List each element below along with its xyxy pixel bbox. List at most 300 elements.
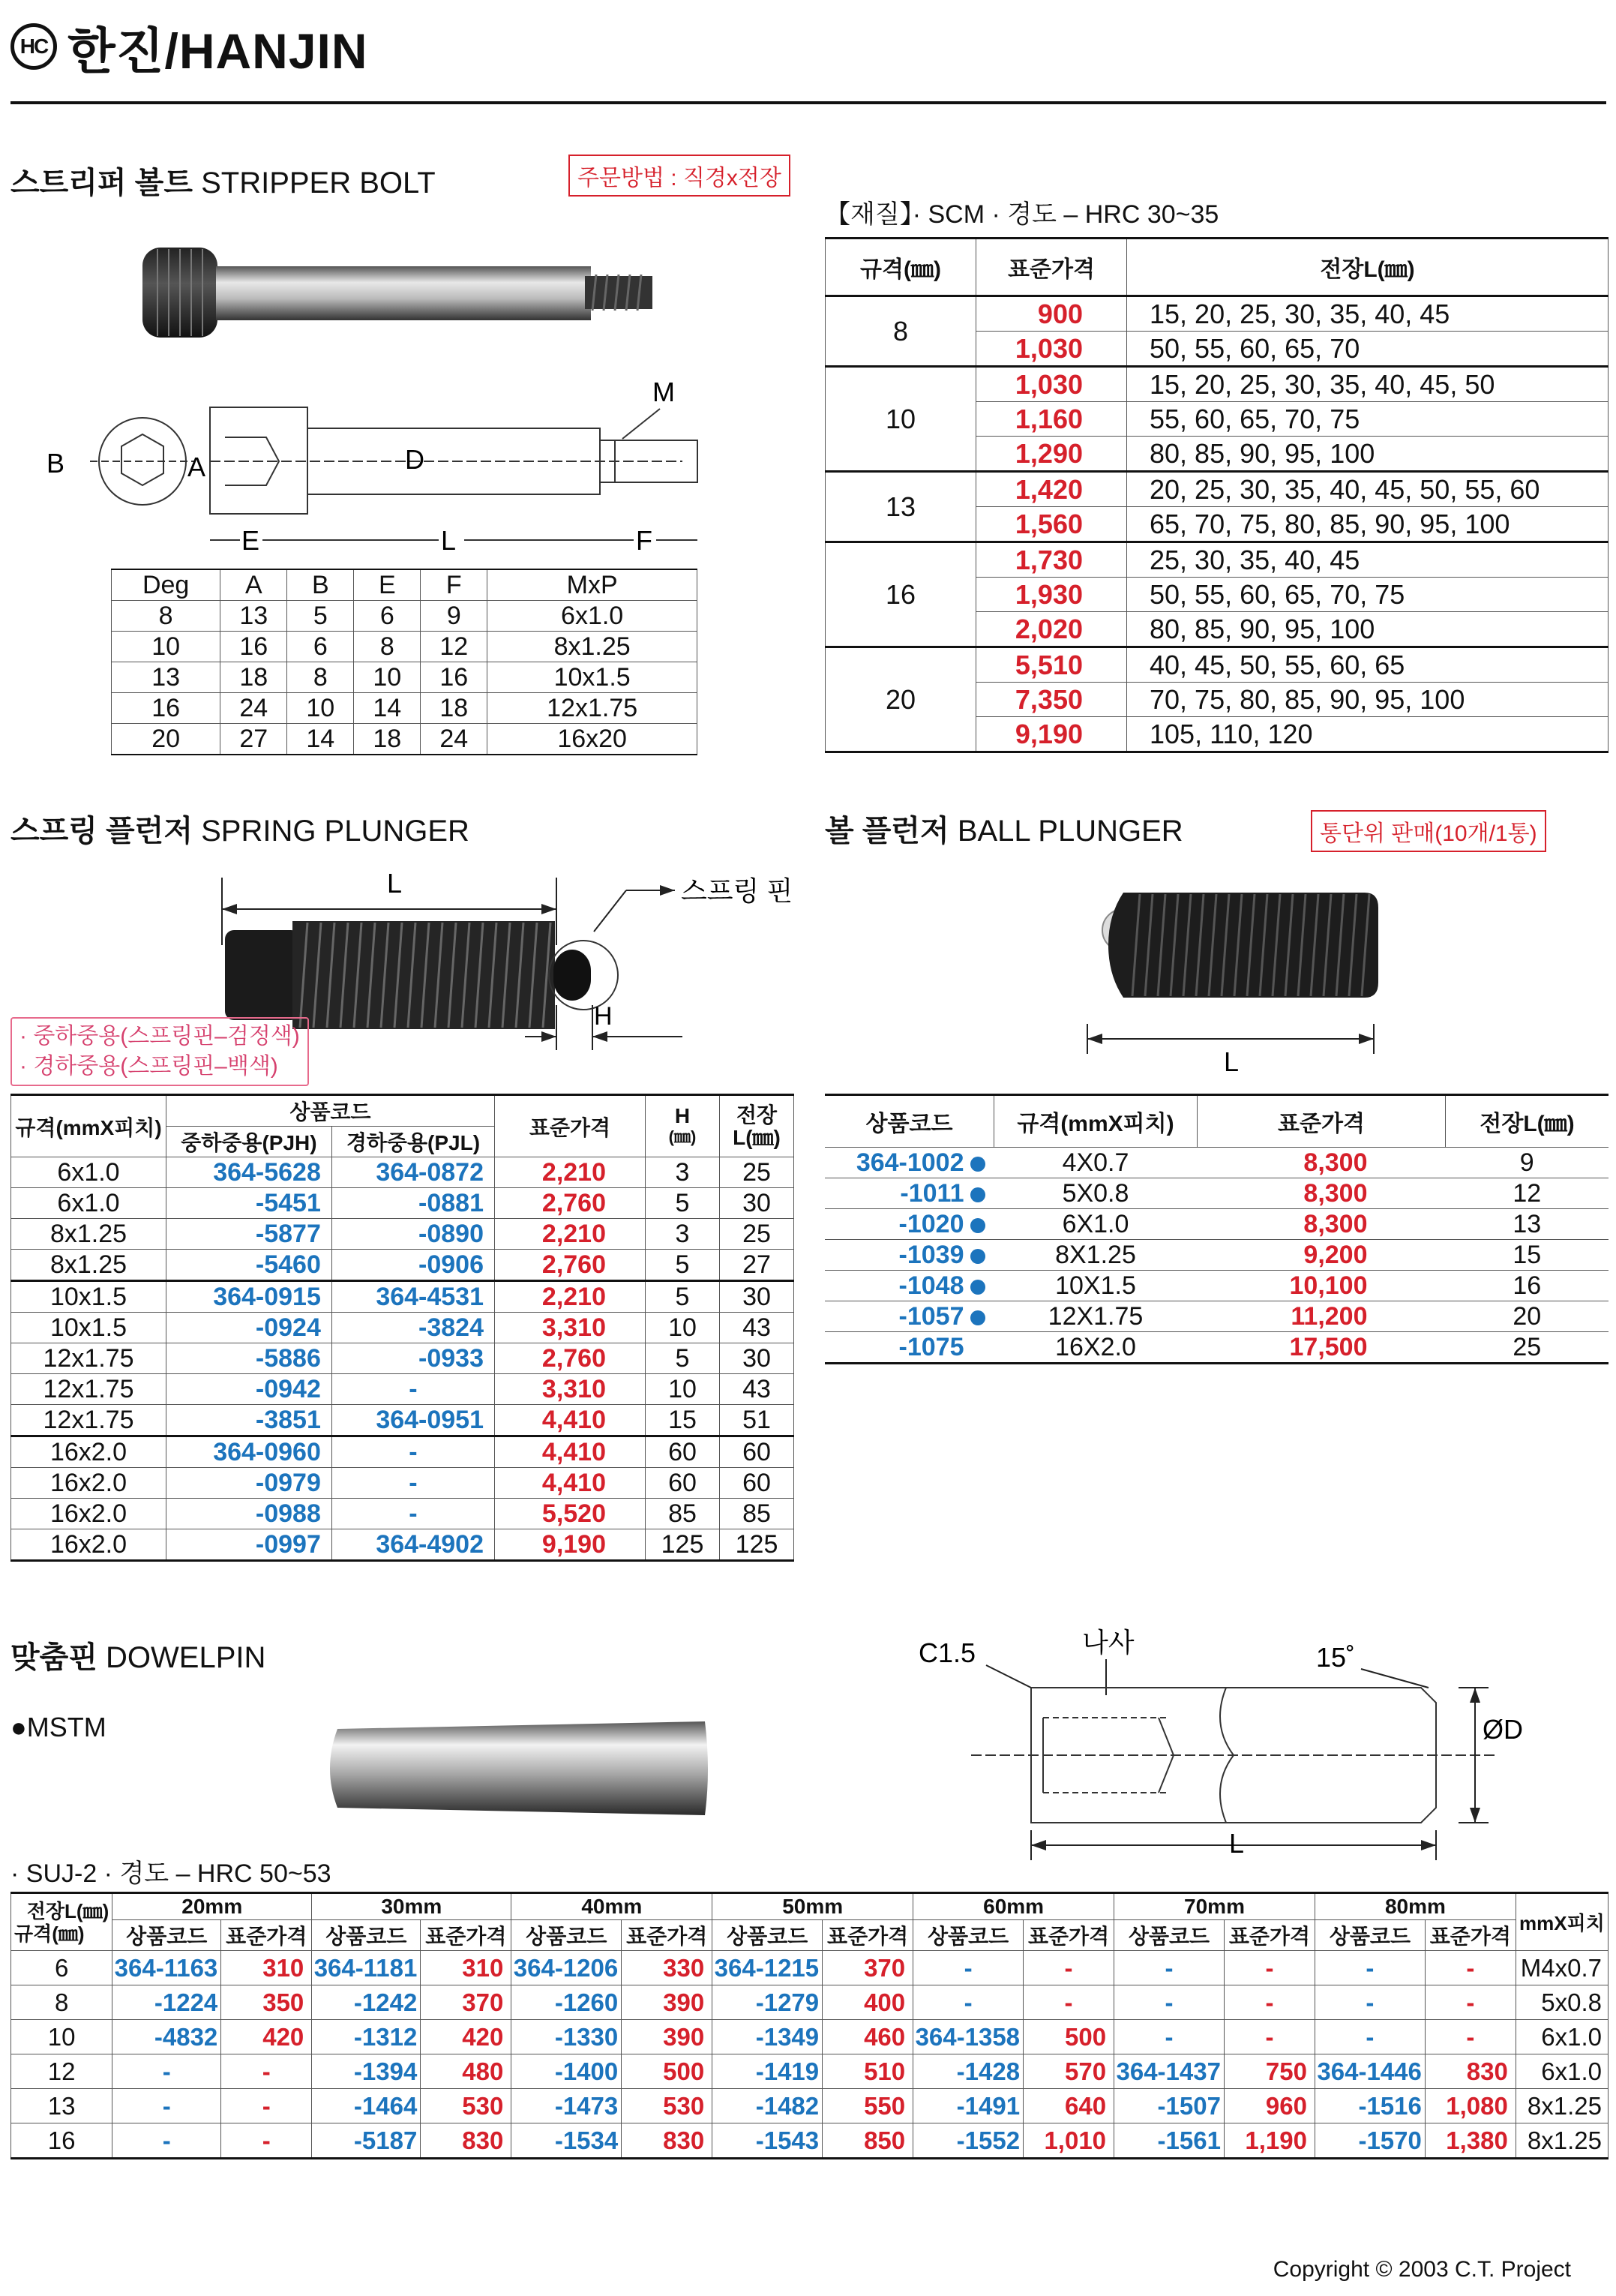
dim-cell: 8 [354,632,421,662]
scm-header-size: 규격(㎜) [826,239,976,296]
sp-cell: -5460 [166,1250,332,1281]
dw-code-header: 상품코드 [112,1920,221,1951]
dw-code-header: 상품코드 [712,1920,823,1951]
dw-price-header: 표준가격 [823,1920,913,1951]
dw-corner-size: 규격(㎜) [14,1922,85,1945]
sp-cell: 2,760 [495,1250,646,1281]
sp-cell: 60 [646,1468,720,1499]
diagram-label-f: F [636,525,652,556]
sp-cell: -5451 [166,1188,332,1219]
dim-header: Deg [112,569,220,601]
sp-cell: 364-4531 [331,1281,494,1313]
sp-cell: 16x2.0 [11,1436,166,1468]
dw-price-cell: 370 [823,1951,913,1985]
scm-header-length: 전장L(㎜) [1127,239,1609,296]
scm-row [826,472,1609,507]
sp-header-code: 상품코드 [166,1095,495,1127]
sp-cell: - [331,1374,494,1405]
ball-title-ko: 볼 플런저 [825,815,949,848]
dim-cell: 24 [220,693,287,724]
dw-code-header: 상품코드 [1315,1920,1425,1951]
dw-code-cell: -1349 [712,2020,823,2054]
dowel-label-c15: C1.5 [919,1637,976,1668]
sp-cell: 125 [720,1529,794,1561]
sp-row [11,1405,794,1436]
bp-price-cell: 17,500 [1198,1332,1446,1364]
sp-cell: 30 [720,1281,794,1313]
dim-header-row [112,569,697,601]
bp-header-size: 규격(mmX피치) [994,1095,1198,1148]
dw-price-header: 표준가격 [1425,1920,1516,1951]
sp-cell: 25 [720,1157,794,1188]
sp-row [11,1250,794,1281]
dim-header: A [220,569,287,601]
bp-row [825,1209,1609,1240]
blue-dot-icon [970,1310,985,1325]
sp-cell: 3,310 [495,1374,646,1405]
dw-code-cell: - [1315,1985,1425,2020]
sp-cell: 60 [720,1468,794,1499]
spring-title-ko: 스프링 플런저 [10,815,193,848]
dw-code-cell: -1482 [712,2089,823,2123]
dowel-pin-diagram [911,1628,1586,1868]
scm-size-cell: 8 [826,296,976,367]
sp-cell: -3824 [331,1313,494,1343]
scm-row [826,542,1609,578]
dim-cell: 12 [421,632,487,662]
dw-row [11,1951,1609,1985]
scm-length-cell: 80, 85, 90, 95, 100 [1127,437,1609,472]
dw-price-cell: 1,080 [1425,2089,1516,2123]
stripper-dimension-table [111,569,697,755]
bp-row [825,1240,1609,1271]
dw-code-cell: - [1315,2020,1425,2054]
sp-cell: -5877 [166,1219,332,1250]
dw-code-cell: -1428 [913,2054,1024,2089]
dw-code-cell: -4832 [112,2020,221,2054]
dim-cell: 8 [287,662,354,693]
bp-price-cell: 11,200 [1198,1301,1446,1332]
diagram-label-b: B [46,448,65,479]
dw-price-cell: 1,010 [1024,2123,1114,2159]
dw-size-cell: 8 [11,1985,112,2020]
dw-price-cell: - [1024,1985,1114,2020]
sp-cell: 85 [646,1499,720,1529]
scm-size-cell: 20 [826,647,976,752]
dw-header-row [11,1893,1609,1920]
sp-cell: 60 [720,1436,794,1468]
sp-cell: 364-4902 [331,1529,494,1561]
dw-code-cell: - [1315,1951,1425,1985]
sp-cell: 16x2.0 [11,1529,166,1561]
bp-length-cell: 9 [1446,1148,1609,1178]
dim-cell: 14 [354,693,421,724]
dw-length-header: 80mm [1315,1893,1516,1920]
bp-length-cell: 13 [1446,1209,1609,1240]
dw-price-cell: 350 [221,1985,312,2020]
spring-title-en: SPRING PLUNGER [201,815,469,848]
bp-size-cell: 8X1.25 [994,1240,1198,1271]
dim-cell: 16 [112,693,220,724]
sp-cell: 364-0872 [331,1157,494,1188]
dim-header: E [354,569,421,601]
dw-size-cell: 13 [11,2089,112,2123]
order-method-badge: 주문방법 : 직경x전장 [568,155,790,197]
sp-cell: 15 [646,1405,720,1436]
sp-cell: -3851 [166,1405,332,1436]
dw-code-cell: - [913,1951,1024,1985]
dw-code-cell: - [112,2089,221,2123]
dw-price-cell: 1,380 [1425,2123,1516,2159]
dim-row [112,724,697,755]
scm-length-cell: 20, 25, 30, 35, 40, 45, 50, 55, 60 [1127,472,1609,507]
sp-cell: -0906 [331,1250,494,1281]
dowel-material-note: · SUJ-2 · 경도 – HRC 50~53 [10,1859,331,1888]
dw-price-cell: 390 [622,2020,712,2054]
dw-code-cell: -1242 [312,1985,421,2020]
sp-cell: - [331,1499,494,1529]
scm-length-cell: 105, 110, 120 [1127,717,1609,752]
dw-code-cell: -1507 [1114,2089,1225,2123]
bp-code-text: -1039 [898,1240,964,1269]
dw-code-cell: -1516 [1315,2089,1425,2123]
bp-row [825,1178,1609,1209]
bp-length-cell: 15 [1446,1240,1609,1271]
dw-code-cell: 364-1163 [112,1951,221,1985]
sp-header-size: 규격(mmX피치) [11,1095,166,1157]
scm-length-cell: 25, 30, 35, 40, 45 [1127,542,1609,578]
dw-price-cell: 480 [421,2054,511,2089]
brand-header [10,17,368,77]
spring-label-pin: 스프링 핀 [681,875,793,906]
sp-cell: 2,760 [495,1188,646,1219]
ball-title [825,807,1183,850]
dw-row [11,2054,1609,2089]
sp-cell: 4,410 [495,1405,646,1436]
diagram-label-l: L [441,525,457,556]
stripper-price-table [825,237,1609,753]
dim-cell: 18 [421,693,487,724]
dw-code-cell: -1400 [511,2054,622,2089]
scm-price-cell: 9,190 [976,717,1127,752]
sp-cell: 5 [646,1188,720,1219]
dowel-title-en: DOWELPIN [106,1641,266,1674]
dw-price-cell: - [1425,1951,1516,1985]
scm-header-price: 표준가격 [976,239,1127,296]
sp-row [11,1188,794,1219]
dw-price-cell: 530 [421,2089,511,2123]
dw-size-cell: 10 [11,2020,112,2054]
dw-price-cell: - [1224,1951,1315,1985]
dw-price-header: 표준가격 [622,1920,712,1951]
scm-size-cell: 13 [826,472,976,542]
dim-cell: 10x1.5 [487,662,697,693]
dw-price-header: 표준가격 [1024,1920,1114,1951]
sp-cell: 2,210 [495,1157,646,1188]
bp-row [825,1271,1609,1301]
sp-header-row [11,1095,794,1127]
dim-row [112,662,697,693]
dowel-subtitle: ●MSTM [10,1712,106,1742]
scm-length-cell: 40, 45, 50, 55, 60, 65 [1127,647,1609,683]
dw-code-cell: 364-1215 [712,1951,823,1985]
bp-code-cell [825,1178,994,1209]
dim-cell: 6 [287,632,354,662]
sp-cell: 3,310 [495,1313,646,1343]
bp-code-cell [825,1332,994,1364]
bp-code-text: -1020 [898,1209,964,1238]
ball-title-en: BALL PLUNGER [957,815,1183,848]
dw-subheader-row [11,1920,1609,1951]
dw-code-cell: -1534 [511,2123,622,2159]
spring-label-h: H [594,1002,613,1031]
bp-header-price: 표준가격 [1198,1095,1446,1148]
dw-price-cell: 310 [221,1951,312,1985]
scm-price-cell: 1,290 [976,437,1127,472]
bp-price-cell: 8,300 [1198,1209,1446,1240]
scm-length-cell: 80, 85, 90, 95, 100 [1127,612,1609,647]
sp-cell: 30 [720,1343,794,1374]
bp-code-cell [825,1301,994,1332]
scm-length-cell: 15, 20, 25, 30, 35, 40, 45, 50 [1127,367,1609,402]
dim-header: F [421,569,487,601]
dim-row [112,693,697,724]
sp-header-h-label: H [674,1103,691,1127]
diagram-label-d: D [405,444,424,475]
dim-header: MxP [487,569,697,601]
scm-size-cell: 16 [826,542,976,647]
bp-header-row [825,1095,1609,1148]
hc-logo-icon: HC [10,23,57,70]
dw-code-cell: -1419 [712,2054,823,2089]
sp-cell: 10x1.5 [11,1313,166,1343]
dim-cell: 13 [220,601,287,632]
blue-dot-icon [970,1249,985,1264]
dw-code-cell: -1561 [1114,2123,1225,2159]
dw-code-cell: - [913,1985,1024,2020]
scm-price-cell: 1,030 [976,332,1127,367]
dw-pitch-cell: 8x1.25 [1516,2089,1608,2123]
sp-cell: 4,410 [495,1436,646,1468]
dw-code-cell: -1279 [712,1985,823,2020]
sp-cell: 2,210 [495,1219,646,1250]
dw-length-header: 50mm [712,1893,913,1920]
sp-cell: 6x1.0 [11,1188,166,1219]
dw-price-cell: 550 [823,2089,913,2123]
sp-cell: -0979 [166,1468,332,1499]
dw-price-cell: 830 [622,2123,712,2159]
bp-row [825,1332,1609,1364]
dw-pitch-cell: 6x1.0 [1516,2054,1608,2089]
dowel-pin-table [10,1892,1609,2159]
dw-code-cell: -1491 [913,2089,1024,2123]
scm-length-cell: 55, 60, 65, 70, 75 [1127,402,1609,437]
dim-cell: 6 [354,601,421,632]
dw-pitch-cell: 8x1.25 [1516,2123,1608,2159]
sp-row [11,1157,794,1188]
dim-cell: 16 [421,662,487,693]
sp-cell: 16x2.0 [11,1499,166,1529]
dw-code-cell: 364-1206 [511,1951,622,1985]
dw-price-cell: 500 [622,2054,712,2089]
sp-header-pjh: 중하중용(PJH) [166,1127,332,1157]
dowel-label-angle: 15˚ [1316,1642,1356,1673]
blue-dot-icon [970,1280,985,1295]
blue-dot-icon [970,1218,985,1233]
dw-code-header: 상품코드 [312,1920,421,1951]
spring-label-l: L [387,868,403,899]
dw-price-cell: 420 [421,2020,511,2054]
dw-size-cell: 16 [11,2123,112,2159]
scm-row [826,296,1609,332]
bp-length-cell: 25 [1446,1332,1609,1364]
blue-dot-icon [970,1187,985,1202]
dim-cell: 8 [112,601,220,632]
ball-label-l: L [1224,1046,1240,1077]
dw-code-cell: -1312 [312,2020,421,2054]
dw-code-cell: -1552 [913,2123,1024,2159]
bp-price-cell: 10,100 [1198,1271,1446,1301]
bp-code-text: -1048 [898,1271,964,1300]
sp-row [11,1468,794,1499]
stripper-material-note: 【재질】· SCM · 경도 – HRC 30~35 [825,200,1219,229]
diagram-label-a: A [187,452,206,482]
dw-price-cell: 310 [421,1951,511,1985]
sp-header-l-unit: L(㎜) [733,1125,781,1149]
bp-size-cell: 5X0.8 [994,1178,1198,1209]
sp-cell: 3 [646,1157,720,1188]
scm-length-cell: 15, 20, 25, 30, 35, 40, 45 [1127,296,1609,332]
dim-row [112,632,697,662]
dw-price-header: 표준가격 [221,1920,312,1951]
bp-price-cell: 8,300 [1198,1148,1446,1178]
scm-length-cell: 50, 55, 60, 65, 70 [1127,332,1609,367]
bp-header-code: 상품코드 [825,1095,994,1148]
bp-length-cell: 20 [1446,1301,1609,1332]
dw-pitch-cell: M4x0.7 [1516,1951,1608,1985]
dw-code-cell: -1543 [712,2123,823,2159]
bp-length-cell: 16 [1446,1271,1609,1301]
sp-row [11,1499,794,1529]
dw-code-cell: - [1114,1951,1225,1985]
scm-price-cell: 1,560 [976,507,1127,542]
dw-row [11,1985,1609,2020]
spring-note-light: · 경하중용(스프링핀–백색) [19,1054,278,1079]
dw-price-cell: 420 [221,2020,312,2054]
scm-price-cell: 1,420 [976,472,1127,507]
dw-code-cell: -1464 [312,2089,421,2123]
dw-length-header: 20mm [112,1893,312,1920]
bp-code-cell [825,1209,994,1240]
sp-cell: 364-5628 [166,1157,332,1188]
sp-cell: 9,190 [495,1529,646,1561]
dw-code-cell: 364-1446 [1315,2054,1425,2089]
dw-price-header: 표준가격 [421,1920,511,1951]
dw-row [11,2089,1609,2123]
dw-row [11,2123,1609,2159]
sp-cell: -0988 [166,1499,332,1529]
stripper-title-ko: 스트리퍼 볼트 [10,167,193,200]
dw-price-cell: 750 [1224,2054,1315,2089]
stripper-title [10,159,436,202]
dw-price-cell: 510 [823,2054,913,2089]
scm-price-cell: 1,730 [976,542,1127,578]
dim-row [112,601,697,632]
sp-cell: 5,520 [495,1499,646,1529]
spring-load-notes [10,1017,309,1086]
dw-code-cell: - [112,2054,221,2089]
dim-cell: 13 [112,662,220,693]
scm-length-cell: 50, 55, 60, 65, 70, 75 [1127,578,1609,612]
dw-code-cell: - [1114,2020,1225,2054]
dim-cell: 16 [220,632,287,662]
dim-cell: 27 [220,724,287,755]
sp-cell: 5 [646,1250,720,1281]
sp-cell: 5 [646,1281,720,1313]
diagram-label-e: E [241,525,260,556]
dim-cell: 18 [354,724,421,755]
dw-price-cell: 570 [1024,2054,1114,2089]
scm-price-cell: 7,350 [976,683,1127,717]
header-divider [10,101,1606,104]
dw-price-cell: 460 [823,2020,913,2054]
sp-header-h-unit: (㎜) [668,1127,697,1146]
sp-row [11,1343,794,1374]
dim-cell: 18 [220,662,287,693]
dw-price-cell: 500 [1024,2020,1114,2054]
dw-price-cell: - [1425,1985,1516,2020]
sp-header-pjl: 경하중용(PJL) [331,1127,494,1157]
sp-cell: 12x1.75 [11,1343,166,1374]
scm-size-cell: 10 [826,367,976,472]
copyright: Copyright © 2003 C.T. Project [1273,2257,1571,2282]
dim-cell: 10 [112,632,220,662]
bp-code-text: 364-1002 [856,1148,964,1177]
dowel-label-screw: 나사 [1082,1627,1135,1658]
bp-size-cell: 6X1.0 [994,1209,1198,1240]
sp-cell: 364-0960 [166,1436,332,1468]
sp-row [11,1529,794,1561]
spring-plunger-table [10,1094,794,1562]
scm-price-cell: 1,160 [976,402,1127,437]
sp-cell: -0924 [166,1313,332,1343]
dowel-label-l: L [1229,1828,1245,1859]
dw-pitch-header: mmX피치 [1516,1893,1608,1951]
sp-cell: -0933 [331,1343,494,1374]
dw-code-cell: -1330 [511,2020,622,2054]
dim-cell: 12x1.75 [487,693,697,724]
sp-cell: 27 [720,1250,794,1281]
sp-cell: 4,410 [495,1468,646,1499]
dim-cell: 24 [421,724,487,755]
dw-length-header: 40mm [511,1893,712,1920]
sp-cell: 16x2.0 [11,1468,166,1499]
dw-price-cell: 370 [421,1985,511,2020]
dw-code-cell: -1570 [1315,2123,1425,2159]
dim-cell: 6x1.0 [487,601,697,632]
ball-plunger-table [825,1094,1609,1364]
dw-code-cell: -5187 [312,2123,421,2159]
dowel-title [10,1634,265,1676]
dw-size-cell: 12 [11,2054,112,2089]
bp-size-cell: 4X0.7 [994,1148,1198,1178]
dw-row [11,2020,1609,2054]
bp-code-cell [825,1271,994,1301]
scm-row [826,647,1609,683]
diagram-label-m: M [652,377,675,407]
dw-price-cell: 830 [421,2123,511,2159]
dw-price-cell: - [221,2123,312,2159]
